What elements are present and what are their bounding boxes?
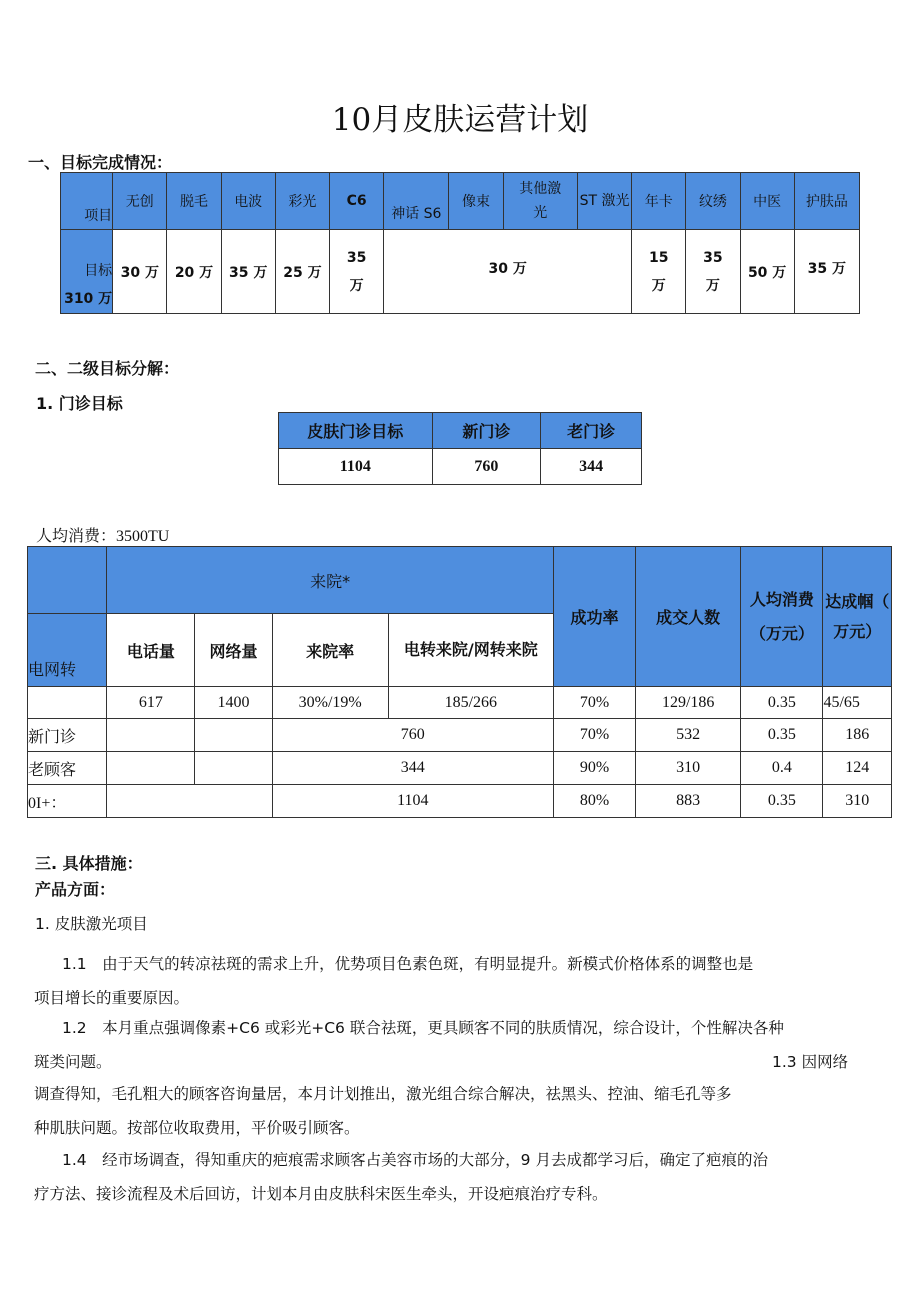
rate-header: 来院率 [272,614,388,687]
row4-cell: 80% [553,785,635,818]
row4 [28,785,892,818]
row-label-cell [61,230,113,314]
row2-cell: 70% [553,719,635,752]
value-cell-merged: 30 万 [384,230,632,314]
clinic-target-heading: 1. 门诊目标 [36,394,123,413]
para-line: 种肌肤问题。按部位收取费用，平价吸引顾客。 [34,1119,360,1137]
section1-heading: 一、目标完成情况： [28,153,173,172]
clinic-table [278,412,642,485]
clinic-value-cell: 760 [432,449,541,485]
row4-cell: 1104 [272,785,553,818]
value-cell: 30 万 [113,230,167,314]
conversion-table [27,546,892,818]
row3-cell: 344 [272,752,553,785]
per-capita-label: 人均消费：3500TU [36,528,170,545]
row1-blank [28,687,107,719]
row2-blank [107,719,195,752]
value-cell: 25 万 [275,230,329,314]
row1 [28,687,892,719]
reach-header: 达成帼（ 万元） [823,547,892,687]
row2-cell: 186 [823,719,892,752]
conv-header: 电转来院/网转来院 [388,614,553,687]
row1-label: 电网转 [28,614,107,687]
row4-label: 0I+： [28,785,107,818]
clinic-value-cell: 344 [541,449,642,485]
row2-label: 新门诊 [28,719,107,752]
row2-cell: 0.35 [741,719,823,752]
row1-cell: 0.35 [741,687,823,719]
value-cell: 35万 [330,230,384,314]
net-header: 网络量 [195,614,272,687]
section2-heading: 二、二级目标分解： [35,359,180,378]
clinic-header-row [279,413,642,449]
row2 [28,719,892,752]
row3-cell: 0.4 [741,752,823,785]
header-cell: 脱毛 [167,173,221,230]
value-cell: 35 万 [794,230,859,314]
target-header-row [61,173,860,230]
laiyuan-header: 来院* [107,547,554,614]
row4-cell: 0.35 [741,785,823,818]
target-table [60,172,860,314]
row1-cell: 185/266 [388,687,553,719]
value-cell: 15万 [632,230,686,314]
para-line: 1.4 经市场调查，得知重庆的疤痕需求顾客占美容市场的大部分，9 月去成都学习后，确定了疤痕的治 [62,1151,768,1169]
deal-count-header: 成交人数 [636,547,741,687]
clinic-value-row [279,449,642,485]
value-cell: 35万 [686,230,740,314]
header-cell: 年卡 [632,173,686,230]
row3-cell: 310 [636,752,741,785]
paragraph-1-2 [34,1011,900,1079]
row4-cell: 310 [823,785,892,818]
header-cell: C6 [330,173,384,230]
row3 [28,752,892,785]
row3-label: 老顾客 [28,752,107,785]
header-cell: 彩光 [275,173,329,230]
para-1-3-start: 1.3 因网络 [772,1053,849,1071]
clinic-header-cell: 老门诊 [541,413,642,449]
para-line: 疗方法、接诊流程及术后回访，计划本月由皮肤科宋医生牵头，开设疤痕治疗专科。 [34,1185,608,1203]
avg-spend-header: 人均消费（万元） [741,547,823,687]
section3-heading: 三. 具体措施： [35,854,143,873]
value-cell: 50 万 [740,230,794,314]
header-item: 项目 [61,173,113,230]
item1-heading: 1. 皮肤激光项目 [35,915,148,933]
clinic-value-cell: 1104 [279,449,433,485]
header-cell: 其他激光 [503,173,577,230]
row1-cell: 1400 [195,687,272,719]
row-total: 310 万 [64,291,113,307]
para-line: 1.1 由于天气的转凉祛斑的需求上升，优势项目色素色斑，有明显提升。新模式价格体系的调整也是 [62,955,754,973]
paragraph-1-4 [34,1143,900,1211]
clinic-header-cell: 皮肤门诊目标 [279,413,433,449]
target-value-row [61,230,860,314]
row4-cell: 883 [636,785,741,818]
paragraph-1-3 [34,1077,900,1145]
header-cell: 中医 [740,173,794,230]
row-label: 目标 [84,263,113,279]
header-cell: 电波 [221,173,275,230]
paragraph-1-1 [34,947,900,1015]
header-cell: 无创 [113,173,167,230]
row3-blank [195,752,272,785]
row3-cell: 90% [553,752,635,785]
row2-blank [195,719,272,752]
header-cell: 纹绣 [686,173,740,230]
row3-blank [107,752,195,785]
value-cell: 35 万 [221,230,275,314]
para-line: 项目增长的重要原因。 [34,989,190,1007]
row3-cell: 124 [823,752,892,785]
row2-cell: 532 [636,719,741,752]
conv-blank-header [28,547,107,614]
header-cell: ST 激光 [577,173,631,230]
success-rate-header: 成功率 [553,547,635,687]
row1-cell: 129/186 [636,687,741,719]
row1-cell: 70% [553,687,635,719]
row4-blank [107,785,272,818]
para-line: 1.2 本月重点强调像素+C6 或彩光+C6 联合祛斑，更具顾客不同的肤质情况，综合设计，个性解决各种 [62,1019,784,1037]
header-cell: 护肤品 [794,173,859,230]
para-line-wrap [34,1045,900,1079]
row2-cell: 760 [272,719,553,752]
para-line: 斑类问题。 [34,1053,112,1071]
header-cell: 像束 [449,173,503,230]
clinic-header-cell: 新门诊 [432,413,541,449]
row1-cell: 30%/19% [272,687,388,719]
row1-cell: 45/65 [823,687,892,719]
phone-header: 电话量 [107,614,195,687]
row1-cell: 617 [107,687,195,719]
product-heading: 产品方面： [35,880,116,899]
conv-header-row1 [28,547,892,614]
header-cell: 神话 S6 [384,173,449,230]
value-cell: 20 万 [167,230,221,314]
para-line: 调查得知，毛孔粗大的顾客咨询量居，本月计划推出，激光组合综合解决，祛黑头、控油、缩毛孔等多 [34,1085,732,1103]
page-title: 10月皮肤运营计划 [331,102,589,138]
